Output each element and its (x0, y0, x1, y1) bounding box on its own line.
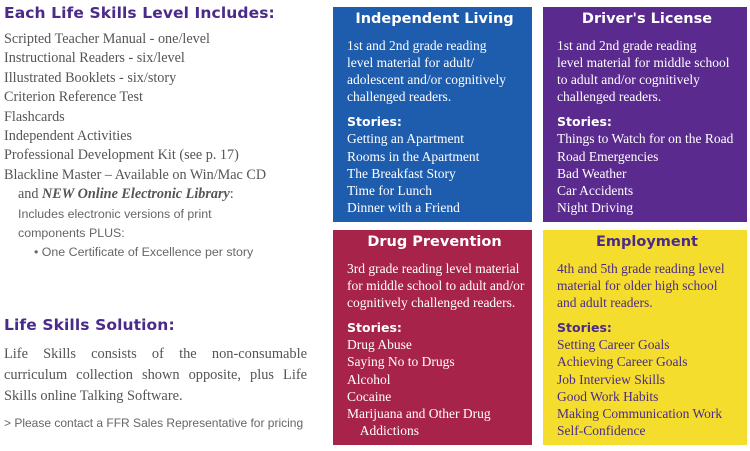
box-description-line: for middle school to adult and/or (347, 278, 525, 294)
library-name: NEW Online Electronic Library (42, 186, 230, 203)
story-item: Rooms in the Apartment (347, 148, 480, 164)
box-description-line: material for older high school (557, 278, 718, 294)
drivers-license-box (543, 7, 747, 222)
stories-label: Stories: (347, 320, 402, 336)
story-item: Self-Confidence (557, 422, 646, 438)
list-item: Independent Activities (4, 128, 133, 145)
story-item: Getting an Apartment (347, 131, 464, 147)
library-description-line-1: Includes electronic versions of print (18, 206, 212, 221)
box-description-line: 1st and 2nd grade reading (557, 38, 697, 53)
drug-prevention-box (333, 230, 532, 445)
story-item: Making Communication Work (557, 405, 723, 421)
story-item: Drug Abuse (347, 337, 412, 353)
story-item: Good Work Habits (557, 388, 659, 404)
list-item: Criterion Reference Test (4, 89, 143, 106)
box-description-line: to adult and/or cognitively (557, 72, 700, 88)
box-description-line: 3rd grade reading level material (347, 261, 520, 276)
library-description-line-2: components PLUS: (18, 225, 125, 240)
box-description-line: and adult readers. (557, 295, 653, 311)
box-description-line: level material for adult/ (347, 55, 475, 71)
certificate-bullet: • One Certificate of Excellence per story (34, 245, 254, 260)
box-description-line: level material for middle school (557, 55, 730, 71)
box-title: Driver's License (581, 11, 713, 27)
and-prefix: and (18, 186, 39, 203)
story-item: Alcohol (347, 371, 391, 387)
box-title: Drug Prevention (367, 234, 502, 250)
story-item: Things to Watch for on the Road (557, 131, 734, 147)
list-item: Illustrated Booklets - six/story (4, 69, 177, 86)
box-description-line: cognitively challenged readers. (347, 295, 516, 311)
stories-label: Stories: (557, 114, 612, 130)
box-description-line: 1st and 2nd grade reading (347, 38, 487, 53)
list-item: Blackline Master – Available on Win/Mac CD (4, 166, 267, 183)
solution-section (4, 316, 307, 430)
box-description-line: challenged readers. (347, 89, 452, 105)
includes-list (4, 30, 324, 262)
story-item: Road Emergencies (557, 148, 659, 164)
box-description-line: adolescent and/or cognitively (347, 72, 506, 88)
library-suffix: : (229, 186, 234, 203)
story-item: Time for Lunch (347, 182, 432, 198)
story-item: Cocaine (347, 388, 392, 404)
employment-box (543, 230, 747, 445)
stories-label: Stories: (347, 114, 402, 130)
story-item: Setting Career Goals (557, 337, 670, 353)
box-title: Employment (596, 234, 698, 250)
list-item: Instructional Readers - six/level (4, 50, 185, 67)
stories-label: Stories: (557, 320, 612, 336)
story-item: Dinner with a Friend (347, 199, 460, 215)
story-item: Night Driving (557, 199, 634, 215)
list-item: Professional Development Kit (see p. 17) (4, 147, 239, 164)
includes-heading: Each Life Skills Level Includes: (4, 4, 275, 22)
solution-heading: Life Skills Solution: (4, 316, 175, 334)
story-item: Achieving Career Goals (557, 354, 688, 370)
story-item: Car Accidents (557, 182, 634, 198)
box-description-line: 4th and 5th grade reading level (557, 261, 725, 276)
box-title: Independent Living (355, 11, 514, 27)
library-line (4, 185, 324, 204)
includes-section (4, 4, 324, 262)
list-item: Scripted Teacher Manual - one/level (4, 31, 210, 47)
box-description-line: challenged readers. (557, 89, 662, 105)
story-item: Marijuana and Other Drug (347, 405, 491, 421)
independent-living-box (333, 7, 532, 222)
story-item: Bad Weather (557, 165, 627, 181)
story-item: Saying No to Drugs (347, 354, 455, 370)
story-item: The Breakfast Story (347, 165, 456, 181)
list-item: Flashcards (4, 108, 65, 125)
story-item: Addictions (347, 422, 420, 438)
pricing-contact-note: > Please contact a FFR Sales Representative for pricing (4, 416, 304, 430)
story-item: Job Interview Skills (557, 371, 665, 387)
solution-body: Life Skills consists of the non-consumable curriculum collection shown opposite, plus Life Skills online Talking Software. (4, 346, 307, 404)
